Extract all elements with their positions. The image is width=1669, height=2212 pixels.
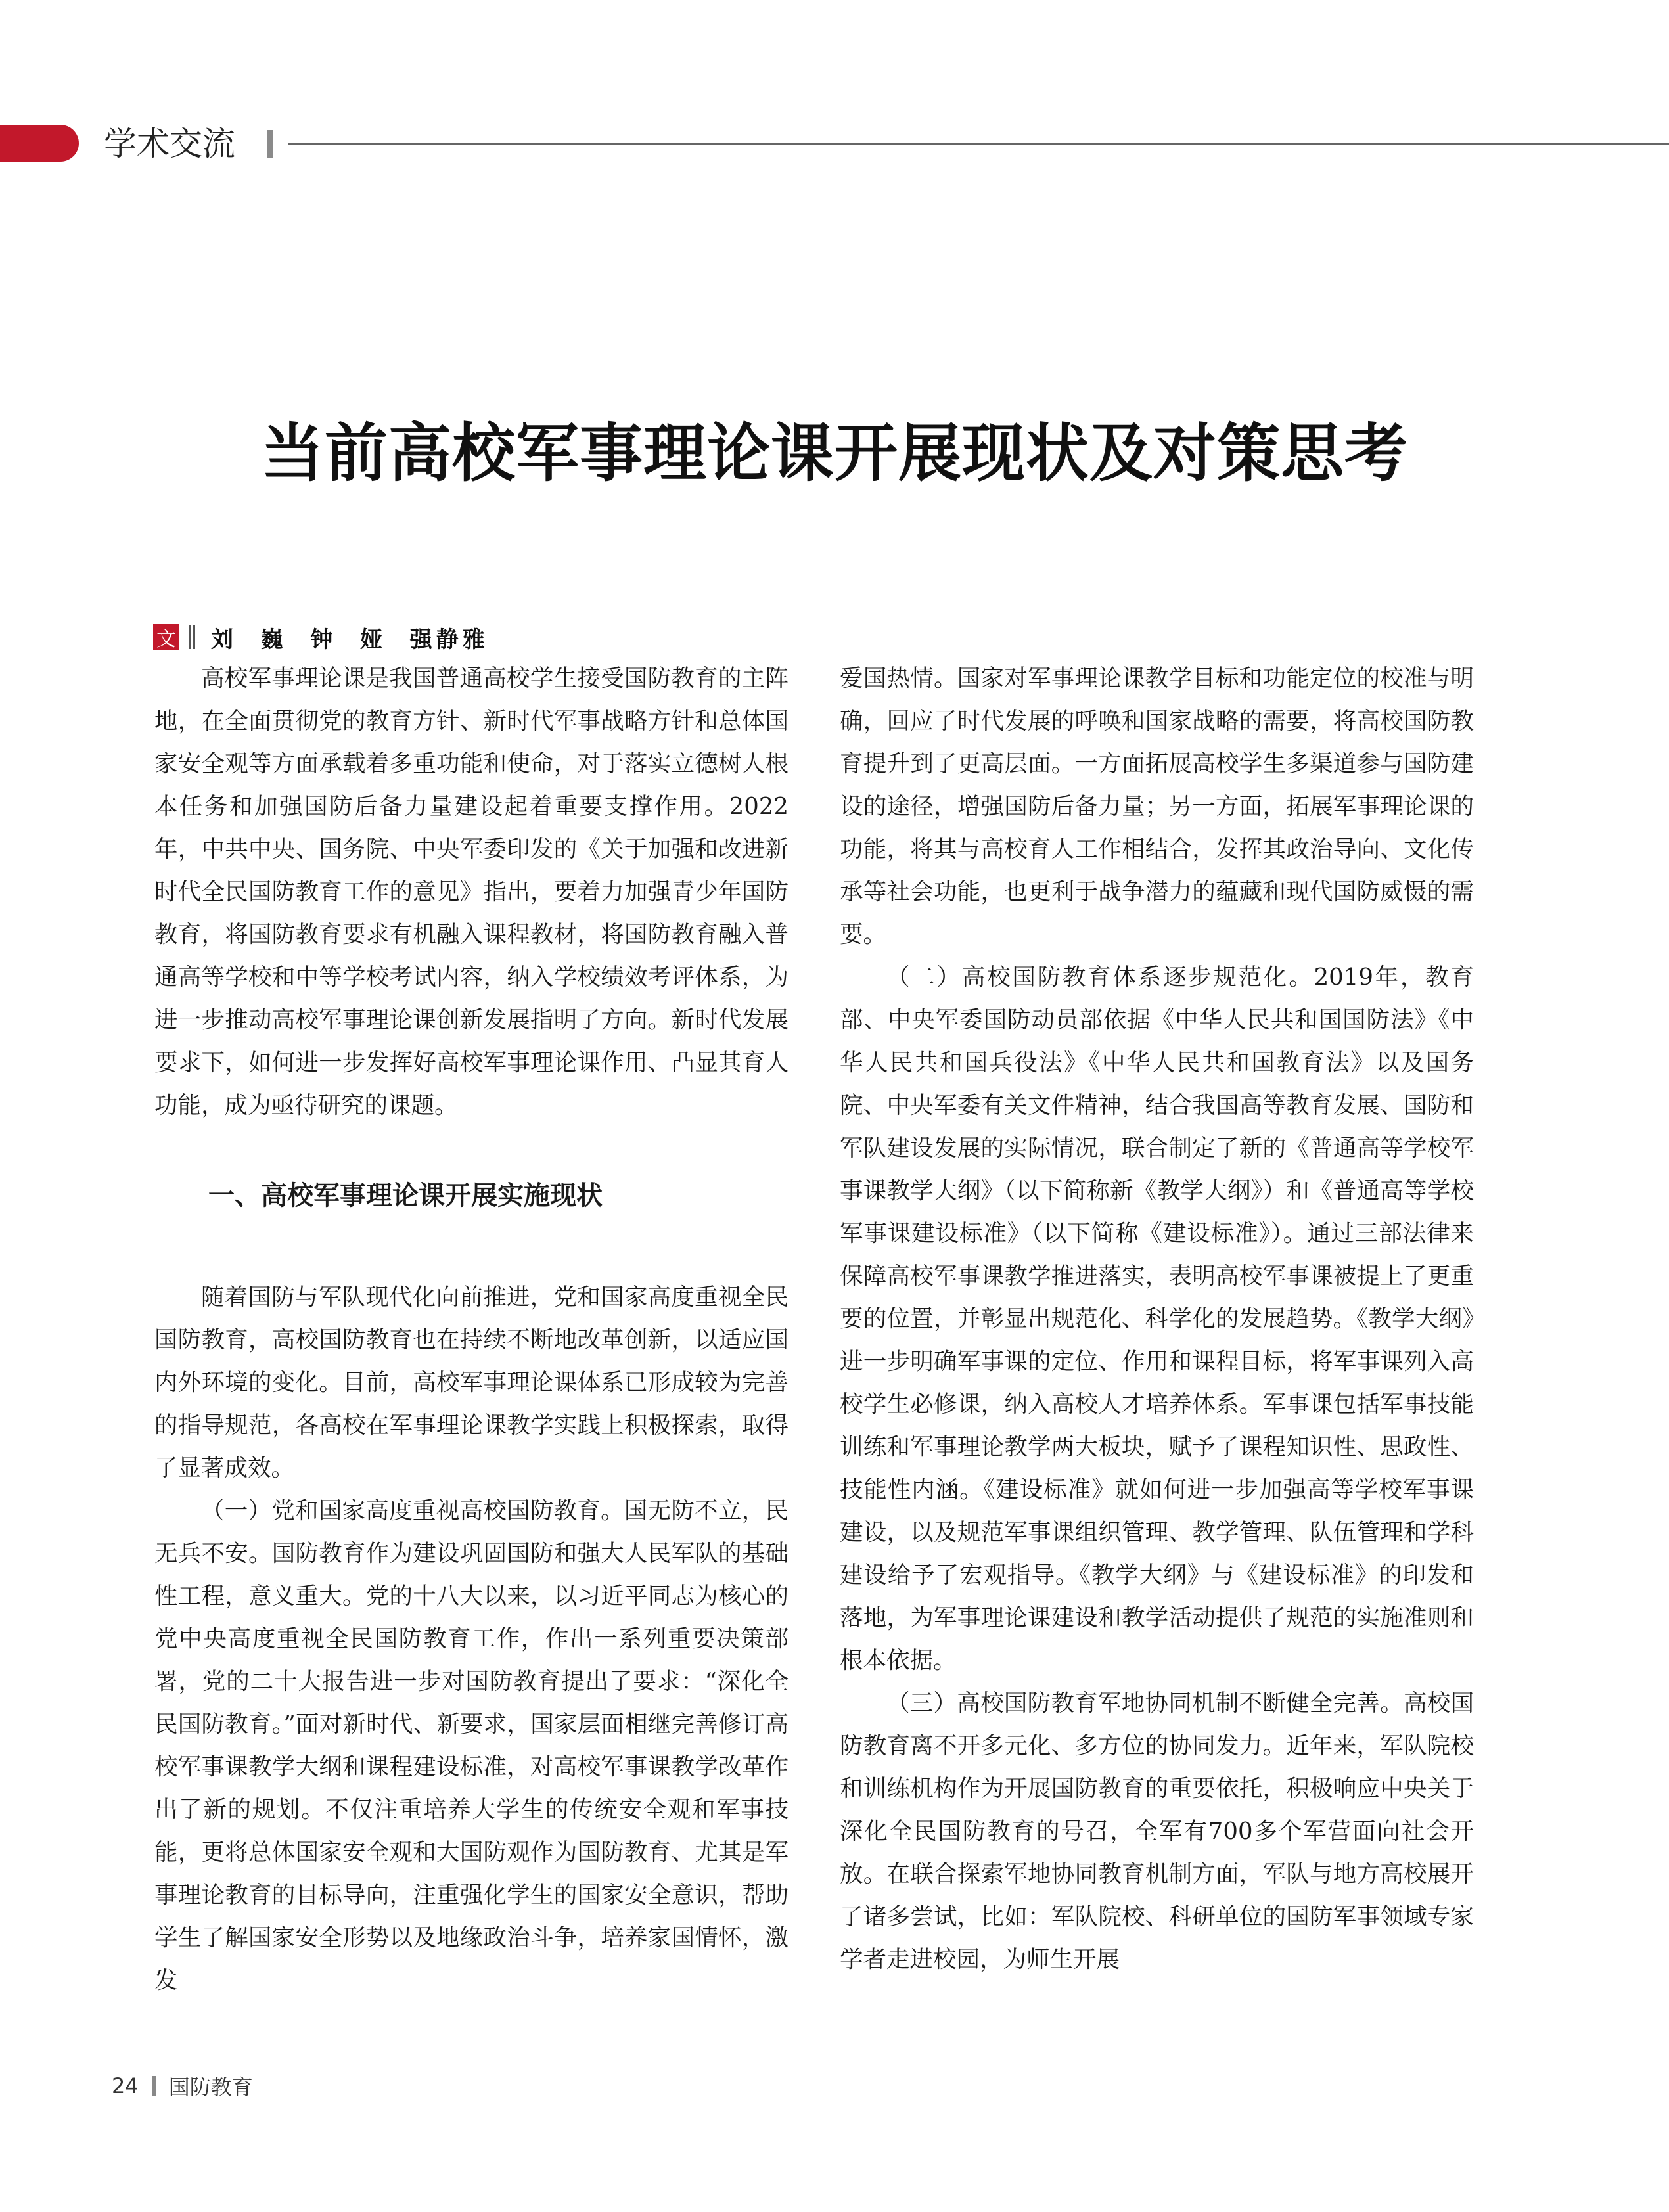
continued-paragraph: 爱国热情。国家对军事理论课教学目标和功能定位的校准与明确，回应了时代发展的呼唤和国家战略的需要，将高校国防教育提升到了更高层面。一方面拓展高校学生多渠道参与国防建设的途径，增强国防后备力量；另一方面，拓展军事理论课的功能，将其与高校育人工作相结合，发挥其政治导向、文化传承等社会功能，也更利于战争潜力的蕴藏和现代国防威慑的需要。 [840,665,1474,948]
section-label: 学术交流 [104,125,235,163]
body-paragraph: （一）党和国家高度重视高校国防教育。国无防不立，民无兵不安。国防教育作为建设巩固国防和强大人民军队的基础性工程，意义重大。党的十八大以来，以习近平同志为核心的党中央高度重视全民国防教育工作，作出一系列重要决策部署，党的二十大报告进一步对国防教育提出了要求：“深化全民国防教育。”面对新时代、新要求，国家层面相继完善修订高校军事课教学大纲和课程建设标准，对高校军事课教学改革作出了新的规划。不仅注重培养大学生的传统安全观和军事技能，更将总体国家安全观和大国防观作为国防教育、尤其是军事理论教育的目标导向，注重强化学生的国家安全意识，帮助学生了解国家安全形势以及地缘政治斗争，培养家国情怀，激发 [154,1497,789,1994]
page-number: 24 [112,2073,139,2098]
body-paragraph: （三）高校国防教育军地协同机制不断健全完善。高校国防教育离不开多元化、多方位的协同发力。近年来，军队院校和训练机构作为开展国防教育的重要依托，积极响应中央关于深化全民国防教育的号召，全军有700多个军营面向社会开放。在联合探索军地协同教育机制方面，军队与地方高校展开了诸多尝试，比如：军队院校、科研单位的国防军事领域专家学者走进校园，为师生开展 [840,1690,1474,1973]
author-names: 刘 巍 钟 娅 强静雅 [211,626,489,653]
byline-badge: 文 [153,624,179,650]
body-paragraph: 随着国防与军队现代化向前推进，党和国家高度重视全民国防教育，高校国防教育也在持续不断地改革创新，以适应国内外环境的变化。目前，高校军事理论课体系已形成较为完善的指导规范，各高校在军事理论课教学实践上积极探索，取得了显著成效。 [154,1284,789,1481]
intro-paragraph: 高校军事理论课是我国普通高校学生接受国防教育的主阵地，在全面贯彻党的教育方针、新时代军事战略方针和总体国家安全观等方面承载着多重功能和使命，对于落实立德树人根本任务和加强国防后备力量建设起着重要支撑作用。2022年，中共中央、国务院、中央军委印发的《关于加强和改进新时代全民国防教育工作的意见》指出，要着力加强青少年国防教育，将国防教育要求有机融入课程教材，将国防教育融入普通高等学校和中等学校考试内容，纳入学校绩效考评体系，为进一步推动高校军事理论课创新发展指明了方向。新时代发展要求下，如何进一步发挥好高校军事理论课作用、凸显其育人功能，成为亟待研究的课题。 [154,665,789,1119]
footer-separator [152,2076,156,2096]
section-divider-bar [267,130,273,158]
publication-name: 国防教育 [168,2075,253,2100]
right-column [840,657,1474,1981]
body-paragraph: （二）高校国防教育体系逐步规范化。2019年，教育部、中央军委国防动员部依据《中华人民共和国国防法》《中华人民共和国兵役法》《中华人民共和国教育法》以及国务院、中央军委有关文件精神，结合我国高等教育发展、国防和军队建设发展的实际情况，联合制定了新的《普通高等学校军事课教学大纲》（以下简称新《教学大纲》）和《普通高等学校军事课建设标准》（以下简称《建设标准》）。通过三部法律来保障高校军事课教学推进落实，表明高校军事课被提上了更重要的位置，并彰显出规范化、科学化的发展趋势。《教学大纲》进一步明确军事课的定位、作用和课程目标，将军事课列入高校学生必修课，纳入高校人才培养体系。军事课包括军事技能训练和军事理论教学两大板块，赋予了课程知识性、思政性、技能性内涵。《建设标准》就如何进一步加强高等学校军事课建设，以及规范军事课组织管理、教学管理、队伍管理和学科建设给予了宏观指导。《教学大纲》与《建设标准》的印发和落地，为军事理论课建设和教学活动提供了规范的实施准则和根本依据。 [840,964,1474,1674]
left-column [154,657,789,2002]
byline-separator [189,625,195,649]
page-footer [112,2069,253,2102]
section-heading: 一、高校军事理论课开展实施现状 [208,1181,603,1211]
byline [153,621,489,654]
section-tab-marker [0,125,79,162]
article-title: 当前高校军事理论课开展现状及对策思考 [261,417,1408,491]
header-rule [288,143,1669,145]
